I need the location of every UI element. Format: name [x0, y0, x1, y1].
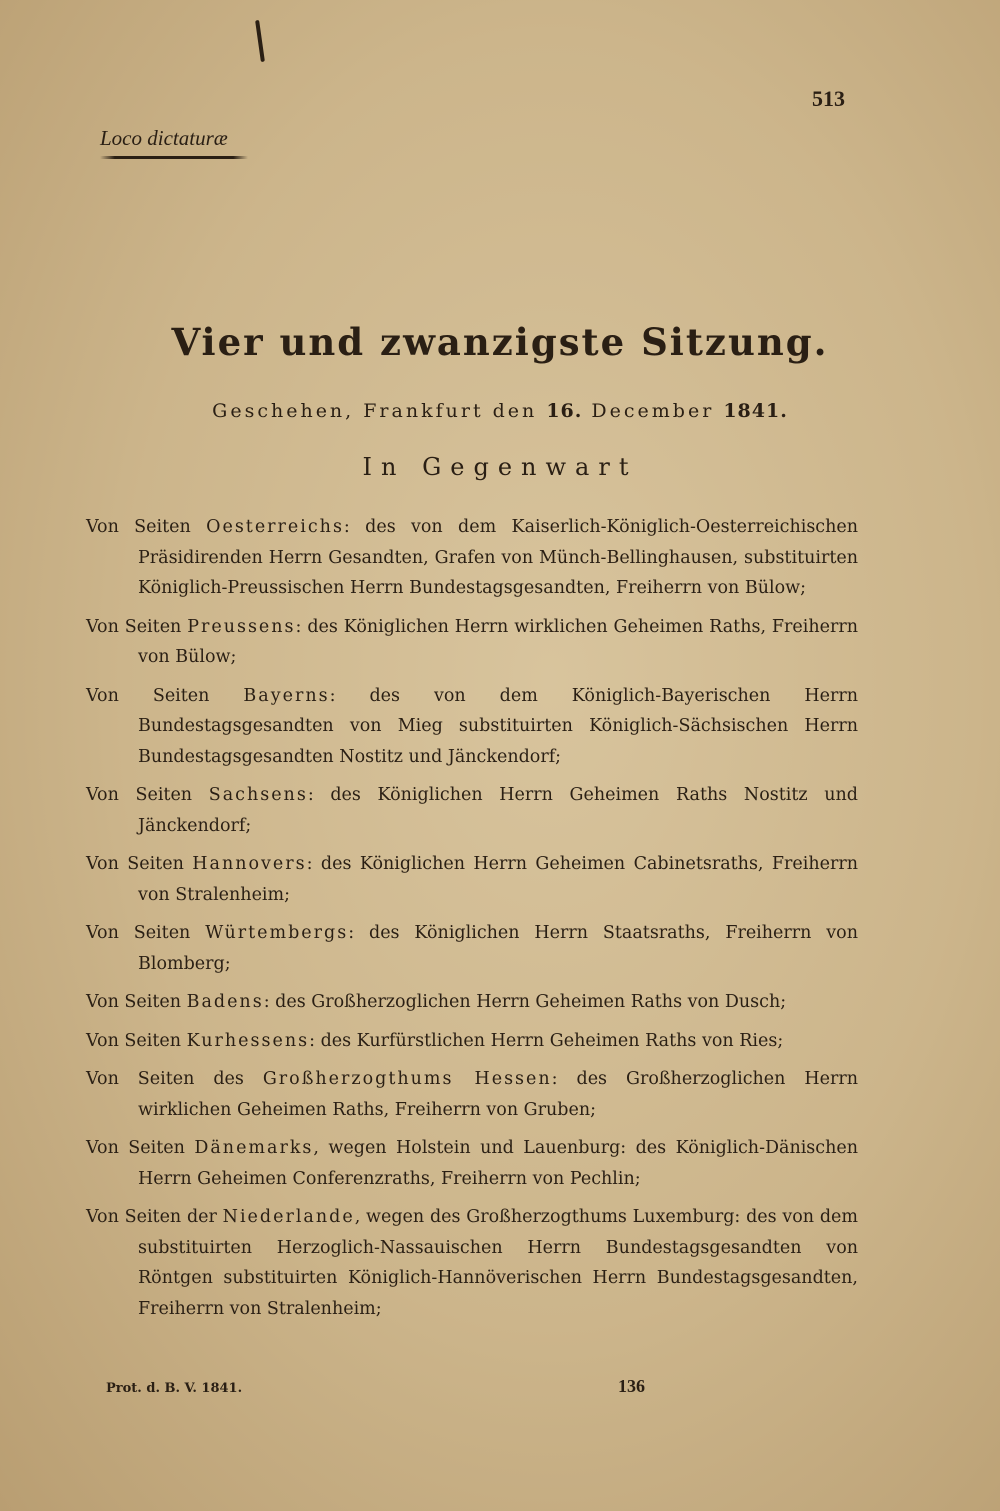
delegation-entry [86, 849, 858, 910]
entry-lead: Von Seiten des [86, 1069, 263, 1089]
entry-lead: Von Seiten [86, 992, 187, 1012]
entry-text: , wegen des Großherzogthums Luxemburg: des von dem substituirten Herzoglich-Nassauischen Herrn Bundestagsgesandten von Röntgen substituirten Königlich-Hannöverischen Herrn Bundestagsgesandten, Freiherrn von Stralenheim; [138, 1207, 858, 1319]
delegation-entry [86, 1026, 858, 1057]
ink-mark [255, 20, 265, 62]
entry-text: : des Kurfürstlichen Herrn Geheimen Raths von Ries; [309, 1030, 784, 1051]
entry-text: : des von dem Königlich-Bayerischen Herrn Bundestagsgesandten von Mieg substituirten Königlich-Sächsischen Herrn Bundestagsgesandten Nostitz und Jänckendorf; [138, 685, 858, 767]
entry-state: Niederlande [222, 1207, 355, 1227]
entry-state: Sachsens [208, 785, 308, 805]
margin-rule [100, 156, 248, 159]
margin-note: Loco dictaturæ [100, 126, 228, 150]
entry-lead: Von Seiten [86, 785, 209, 805]
entry-text: : des Königlichen Herrn Geheimen Cabinetsraths, Freiherrn von Stralenheim; [138, 854, 858, 905]
entry-state: Kurhessens [186, 1030, 310, 1051]
entry-text: : des Königlichen Herrn Geheimen Raths Nostitz und Jänckendorf; [138, 785, 858, 836]
session-heading: Vier und zwanzigste Sitzung. [171, 320, 829, 364]
entry-lead: Von Seiten [86, 685, 244, 706]
dateline [120, 400, 880, 422]
entry-state: Oesterreichs [206, 517, 344, 537]
entry-state: Hannovers [192, 854, 307, 874]
attendance-heading: In Gegenwart [362, 453, 638, 481]
entry-lead: Von Seiten [86, 517, 207, 537]
delegation-entry [86, 918, 858, 979]
delegation-entry [86, 987, 858, 1018]
entry-text: , wegen Holstein und Lauenburg: des Königlich-Dänischen Herrn Geheimen Conferenzraths, Freiherrn von Pechlin; [138, 1138, 858, 1189]
dateline-prefix: Geschehen, Frankfurt den [212, 400, 547, 422]
entry-state: Preussens [187, 616, 296, 637]
entry-state: Würtembergs [205, 923, 349, 943]
delegation-entry [86, 612, 858, 673]
entry-lead: Von Seiten [86, 616, 188, 637]
entry-text: : des von dem Kaiserlich-Königlich-Oesterreichischen Präsidirenden Herrn Gesandten, Grafen von Münch-Bellinghausen, substituirten Königlich-Preussischen Herrn Bundestagsgesandten, Freiherrn von Bülow; [138, 517, 858, 598]
entry-lead: Von Seiten [86, 1138, 195, 1158]
dateline-year: 1841. [723, 400, 788, 422]
entry-text: : des Königlichen Herrn wirklichen Geheimen Raths, Freiherrn von Bülow; [138, 616, 858, 667]
delegation-entry [86, 681, 858, 773]
dateline-day: 16. [546, 400, 583, 422]
entry-text: : des Großherzoglichen Herrn wirklichen Geheimen Raths, Freiherrn von Gruben; [138, 1069, 858, 1120]
entry-lead: Von Seiten [86, 854, 193, 874]
footer-sheet-number: 136 [618, 1376, 645, 1396]
page-number: 513 [812, 86, 845, 111]
entry-text: : des Königlichen Herrn Staatsraths, Freiherrn von Blomberg; [138, 923, 858, 974]
entry-lead: Von Seiten der [86, 1207, 223, 1227]
entry-lead: Von Seiten [86, 1030, 187, 1051]
entry-lead: Von Seiten [86, 923, 206, 943]
delegation-entry [86, 1202, 858, 1324]
delegation-list [86, 512, 858, 1332]
entry-state: Großherzogthums Hessen [262, 1069, 552, 1089]
entry-state: Badens [186, 992, 264, 1012]
delegation-entry [86, 1064, 858, 1125]
entry-state: Bayerns [243, 685, 330, 706]
footer-signature: Prot. d. B. V. 1841. [106, 1381, 243, 1396]
entry-state: Dänemarks [194, 1138, 314, 1158]
delegation-entry [86, 780, 858, 841]
delegation-entry [86, 1133, 858, 1194]
delegation-entry [86, 512, 858, 604]
entry-text: : des Großherzoglichen Herrn Geheimen Raths von Dusch; [263, 992, 787, 1012]
dateline-month: December [582, 400, 724, 422]
